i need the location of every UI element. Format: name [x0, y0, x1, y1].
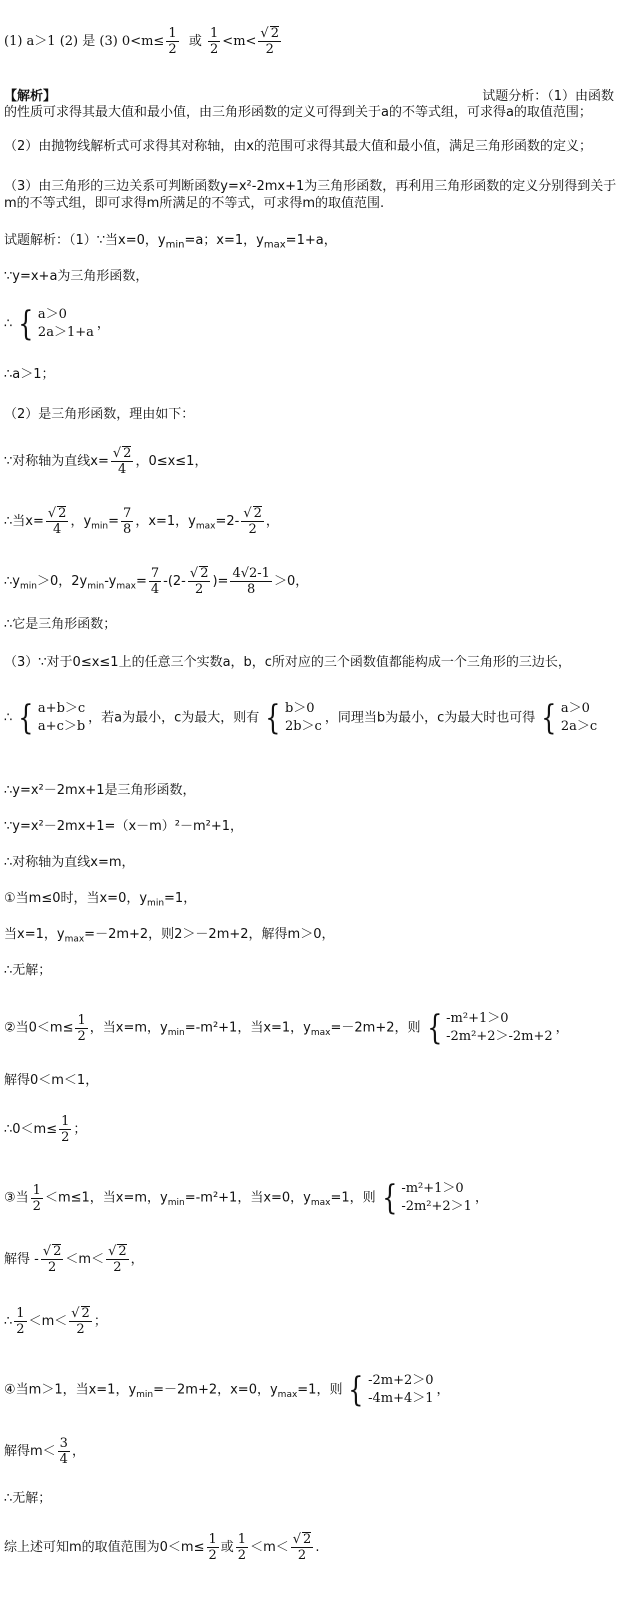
sol-line-8: ∴它是三角形函数； — [4, 617, 117, 632]
or-text: 或 — [188, 34, 202, 49]
sol-line-4: （2）是三角形函数，理由如下： — [4, 407, 195, 422]
answer-text: (1) a＞1 (2) 是 (3) 0<m≤ — [4, 34, 165, 49]
analysis-line-2: （2）由抛物线解析式可求得其对称轴，由x的范围可求得其最大值和最小值，满足三角形函数的定义； — [4, 139, 592, 154]
sol-line-17: ②当0＜m≤ $\frac{1}{2}$ ，当x=m，$y_{min}=-m^2+1$，当x=1，$y_{max}=-2m+2$，则 { -m²+1＞0 -2m²+2＞-2m+2 ， — [4, 1008, 569, 1048]
sol-line-10: ∴ { a+b＞c a+c＞b ，若a为最小，c为最大，则有 { b＞0 2b＞c ，同理当b为最小，c为最大时也可得 { a＞0 2a＞c — [4, 698, 598, 738]
analysis-line-3: （3）由三角形的三边关系可判断函数y=x²-2mx+1为三角形函数，再利用三角形函数的定义分别得到关于m的不等式组，即可求得m所满足的不等式，可求得m的取值范围. — [4, 179, 617, 211]
analysis-header — [4, 88, 622, 105]
sol-line-7: $\therefore y_{min}>0$，$2y_{min}-y_{max}=$ $\frac{7}{4}$ -(2- $\frac{√ 2}{2}$ )= $\frac{4√2-1}{8}$ ＞0， — [4, 566, 309, 597]
sol-line-19: ∴0＜m≤ $\frac{1}{2}$ ； — [4, 1114, 87, 1145]
sol-line-25: ∴无解； — [4, 1491, 52, 1506]
sol-line-15: 当x=1，$y_{max}=-2m+2$，则2＞－2m+2，解得m＞0， — [4, 927, 335, 945]
sol-line-14: ①当m≤0时，当x=0，$y_{min}=1$， — [4, 891, 197, 909]
analysis-label: 【解析】 — [4, 89, 57, 104]
sol-line-21: 解得 - $\frac{√ 2}{2}$ ＜m＜ $\frac{√ 2}{2}$ ， — [4, 1244, 144, 1275]
sol-line-26: 综上述可知m的取值范围为0＜m≤ $\frac{1}{2}$ 或 $\frac{1}{2}$ ＜m＜ $\frac{√ 2}{2}$ . — [4, 1532, 320, 1563]
sol-line-3: ∴a＞1； — [4, 367, 55, 382]
sol-line-13: ∴对称轴为直线x=m， — [4, 855, 135, 870]
sol-line-9: （3）∵对于0≤x≤1上的任意三个实数a，b，c所对应的三个函数值都能构成一个三角形的三边长， — [4, 655, 571, 670]
sol-line-5: ∵对称轴为直线x= $\frac{√ 2}{4}$ ，0≤x≤1， — [4, 446, 208, 477]
sol-line-24: 解得m＜ $\frac{3}{4}$ ， — [4, 1436, 85, 1467]
sol-line-12: ∵y=x²－2mx+1=（x－m）²－m²+1， — [4, 819, 244, 834]
sol-line-1: 试题解析：（1）∵当x=0，$y_{min}=a$；x=1，$y_{max}=1+a$， — [4, 233, 337, 251]
sol-system-1: ∴ { a＞0 2a＞1+a ， — [4, 304, 110, 344]
fraction-sqrt2-over-2: $\frac{√ 2}{2}$ — [260, 26, 279, 57]
fraction: $\frac{1}{2}$ — [210, 26, 219, 57]
sol-line-23: ④当m＞1，当x=1，$y_{min}=-2m+2$，x=0，$y_{max}=1$，则 { -2m+2＞0 -4m+4＞1 ， — [4, 1370, 450, 1410]
sol-line-16: ∴无解； — [4, 963, 52, 978]
answer-ineq: <m< — [222, 34, 257, 49]
sol-line-20: ③当 $\frac{1}{2}$ ＜m≤1，当x=m，$y_{min}=-m^2+1$，当x=0，$y_{max}=1$，则 { -m²+1＞0 -2m²+2＞1 ， — [4, 1178, 488, 1218]
sol-line-6: ∴当x= $\frac{√ 2}{4}$ ，$y_{min}=$ $\frac{7}{8}$ ，x=1，$y_{max}=2-$ $\frac{√ 2}{2}$ ， — [4, 506, 279, 537]
analysis-intro: 试题分析：（1）由函数 — [482, 89, 614, 104]
sol-line-18: 解得0＜m＜1， — [4, 1073, 99, 1088]
sol-line-22: ∴ $\frac{1}{2}$ ＜m＜ $\frac{√ 2}{2}$ ； — [4, 1306, 107, 1337]
fraction: $\frac{1}{2}$ — [168, 26, 177, 57]
sol-line-2: ∵y=x+a为三角形函数， — [4, 269, 149, 284]
analysis-line-1: 的性质可求得其最大值和最小值，由三角形函数的定义可得到关于a的不等式组，可求得a的取值范围； — [4, 105, 592, 120]
answer-line — [4, 26, 622, 57]
sol-line-11: ∴y=x²－2mx+1是三角形函数， — [4, 783, 196, 798]
